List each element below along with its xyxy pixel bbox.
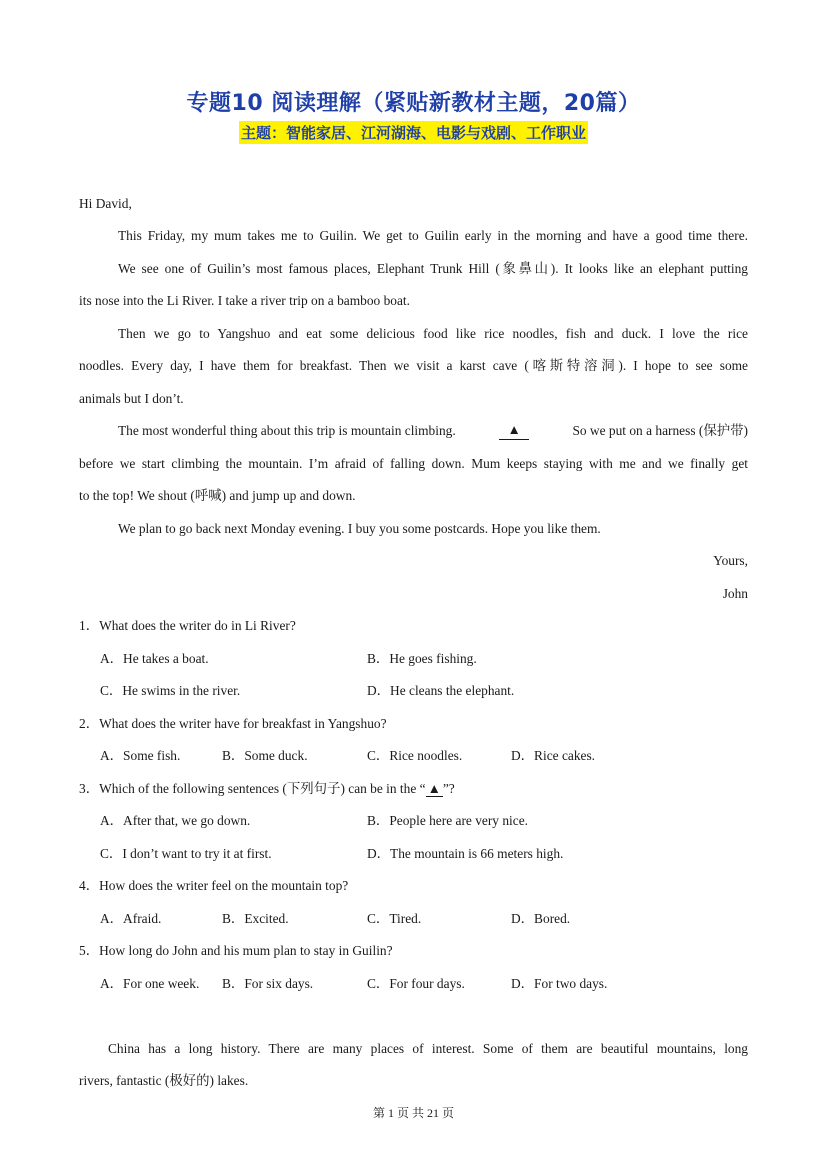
option-3c: C．I don’t want to try it at first. <box>100 846 272 861</box>
question-3 <box>79 780 455 798</box>
question-number: 4． <box>79 878 100 893</box>
question-text: What does the writer have for breakfast in Yangshuo? <box>99 716 387 731</box>
letter-line-start: The most wonderful thing about this trip is mountain climbing. <box>118 423 456 438</box>
letter-greeting: Hi David, <box>79 196 132 211</box>
letter-line: noodles. Every day, I have them for breakfast. Then we visit a karst cave (喀斯特溶洞). I hope to see some <box>79 358 748 373</box>
question-text-end: ”? <box>442 781 455 796</box>
page-footer: 第 1 页 共 21 页 <box>372 1106 454 1120</box>
letter-line: We plan to go back next Monday evening. I buy you some postcards. Hope you like them. <box>118 521 601 536</box>
letter-line-end: So we put on a harness (保护带) <box>572 423 748 438</box>
passage2-line: rivers, fantastic (极好的) lakes. <box>79 1073 249 1088</box>
letter-line: animals but I don’t. <box>79 391 184 406</box>
option-4b: B．Excited. <box>222 911 289 926</box>
option-1c: C．He swims in the river. <box>100 683 241 698</box>
option-1d: D．He cleans the elephant. <box>367 683 515 698</box>
option-3a: A．After that, we go down. <box>100 813 251 828</box>
letter-line: to the top! We shout (呼喊) and jump up and down. <box>79 488 356 503</box>
option-4a: A．Afraid. <box>100 911 162 926</box>
option-4c: C．Tired. <box>367 911 422 926</box>
option-1a: A．He takes a boat. <box>100 651 209 666</box>
question-text: How does the writer feel on the mountain top? <box>99 878 349 893</box>
page-title: 专题10 阅读理解（紧贴新教材主题，20篇） <box>186 91 641 116</box>
question-text: What does the writer do in Li River? <box>99 618 296 633</box>
question-number: 2． <box>79 716 100 731</box>
option-3b: B．People here are very nice. <box>367 813 528 828</box>
letter-line: its nose into the Li River. I take a river trip on a bamboo boat. <box>79 293 410 308</box>
question-text-start: Which of the following sentences (下列句子) can be in the “ <box>99 781 426 796</box>
letter-line: This Friday, my mum takes me to Guilin. We get to Guilin early in the morning and have a good time there. <box>118 228 748 243</box>
option-2a: A．Some fish. <box>100 748 181 763</box>
letter-line: before we start climbing the mountain. I’m afraid of falling down. Mum keeps staying with me and we finally get <box>79 456 748 471</box>
question-4 <box>79 877 348 895</box>
option-3d: D．The mountain is 66 meters high. <box>367 846 564 861</box>
subtitle-container <box>0 121 827 144</box>
question-number: 1． <box>79 618 100 633</box>
letter-line: We see one of Guilin’s most famous places, Elephant Trunk Hill (象鼻山). It looks like an elephant putting <box>118 261 748 276</box>
letter-line-with-blank <box>118 422 748 440</box>
option-5c: C．For four days. <box>367 976 465 991</box>
topic-subtitle: 主题：智能家居、江河湖海、电影与戏剧、工作职业 <box>239 121 588 144</box>
option-5b: B．For six days. <box>222 976 314 991</box>
answer-blank: ▲ <box>499 422 529 440</box>
option-2d: D．Rice cakes. <box>511 748 596 763</box>
question-1 <box>79 617 296 635</box>
option-5d: D．For two days. <box>511 976 608 991</box>
option-2b: B．Some duck. <box>222 748 308 763</box>
question-text: How long do John and his mum plan to stay in Guilin? <box>99 943 393 958</box>
letter-signature: John <box>722 586 748 601</box>
question-number: 5． <box>79 943 100 958</box>
passage2-line: China has a long history. There are many places of interest. Some of them are beautiful mountains, long <box>108 1041 748 1056</box>
option-4d: D．Bored. <box>511 911 571 926</box>
question-number: 3． <box>79 781 100 796</box>
option-1b: B．He goes fishing. <box>367 651 477 666</box>
option-2c: C．Rice noodles. <box>367 748 463 763</box>
question-blank-mark: ▲ <box>427 781 441 796</box>
question-2 <box>79 715 387 733</box>
letter-line: Then we go to Yangshuo and eat some delicious food like rice noodles, fish and duck. I love the rice <box>118 326 748 341</box>
option-5a: A．For one week. <box>100 976 200 991</box>
letter-closing: Yours, <box>713 553 748 568</box>
question-5 <box>79 942 393 960</box>
